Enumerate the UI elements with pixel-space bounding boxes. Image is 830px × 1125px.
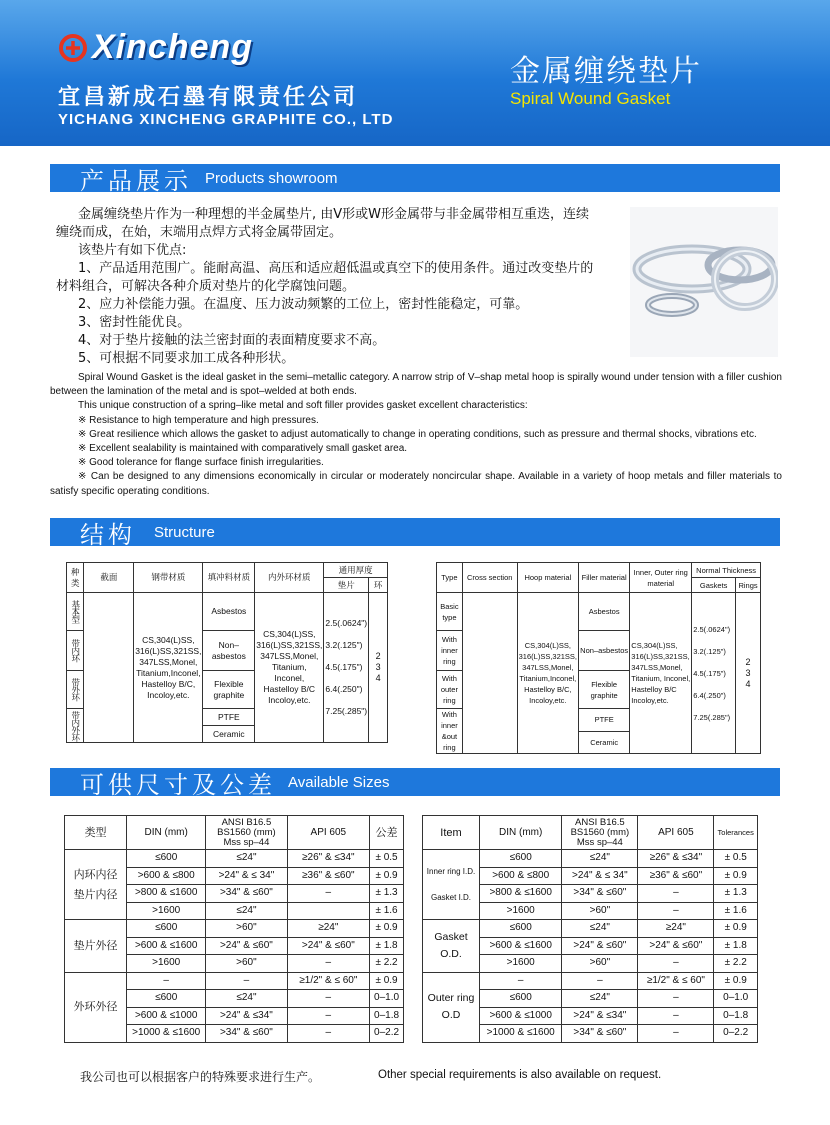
size-cell: ≥24": [287, 920, 369, 938]
footer-note-cn: 我公司也可以根据客户的特殊要求进行生产。: [80, 1070, 321, 1084]
size-cell: –: [287, 1007, 369, 1025]
hoop-line: 316(L)SS,321SS,: [135, 645, 202, 656]
header-cell: Cross section: [462, 563, 517, 593]
ring-line: Titanium, Inconel,: [271, 662, 307, 683]
size-cell: >24" & ≤60": [287, 937, 369, 955]
company-logo-icon: [58, 33, 88, 63]
size-cell: >60": [562, 902, 638, 920]
gasket-photo: [630, 207, 778, 357]
group-label-line: Outer ring: [427, 992, 475, 1004]
intro-cn-line: 5、可根据不同要求加工成各种形状。: [78, 351, 295, 366]
size-cell: ± 0.5: [370, 850, 404, 868]
thickness-value: 7.25(.285"): [693, 712, 731, 722]
header-cell: Normal Thickness: [692, 563, 761, 578]
size-cell: >600 & ≤1000: [127, 1007, 206, 1025]
filler-cell: Flexible graphite: [203, 671, 255, 709]
size-cell: >34" & ≤60": [562, 885, 638, 903]
size-cell: ≤24": [562, 920, 638, 938]
hoop-line: Incoloy,etc.: [147, 689, 190, 700]
type-cell: 带内外环: [67, 709, 84, 743]
size-cell: >24" & ≤ 34": [562, 867, 638, 885]
size-cell: >1600: [127, 955, 206, 973]
size-cell: >24" & ≤34": [562, 1007, 638, 1025]
hoop-material-cell: [134, 593, 203, 743]
size-cell: ≥1/2" & ≤ 60": [638, 972, 714, 990]
size-cell: >24" & ≤60": [638, 937, 714, 955]
section-bar-structure: [50, 518, 780, 549]
header-cell: 通用厚度: [324, 563, 388, 578]
size-cell: >600 & ≤1600: [127, 937, 206, 955]
group-label: 内环内径 垫片内径: [65, 850, 127, 920]
size-cell: >600 & ≤1000: [480, 1007, 562, 1025]
header-cell: Tolerances: [714, 816, 758, 850]
ring-material-cell: [630, 593, 692, 754]
group-label-line: O.D: [441, 1009, 461, 1021]
group-label: 垫片外径: [65, 920, 127, 973]
ring-value: 2: [375, 651, 381, 661]
size-cell: ≤600: [127, 990, 206, 1008]
filler-cell: Ceramic: [203, 726, 255, 743]
section-title-cn: 产品展示: [80, 167, 192, 195]
hoop-line: 347LSS,Monel,: [522, 663, 574, 672]
ring-line: 347LSS,Monel,: [260, 651, 319, 661]
size-cell: >24" & ≤60": [206, 937, 287, 955]
thickness-value: 6.4(.250"): [325, 684, 363, 694]
filler-cell: PTFE: [203, 709, 255, 726]
type-cell: 带内环: [67, 631, 84, 671]
size-cell: ± 2.2: [714, 955, 758, 973]
intro-en-line: ※ Great resilience which allows the gasket to adjust automatically to change in operating conditions, such as pressure and thermal shocks, vibrations etc.: [78, 428, 757, 440]
type-cell: 带外环: [67, 671, 84, 709]
size-cell: –: [638, 1007, 714, 1025]
hoop-line: Titanium,Inconel,: [519, 674, 577, 683]
section-title-en: Products showroom: [205, 170, 338, 187]
type-cell: With outer ring: [437, 671, 463, 709]
size-cell: >600 & ≤1600: [480, 937, 562, 955]
thickness-cell: [692, 593, 736, 754]
size-cell: >24" & ≤34": [206, 1007, 287, 1025]
section-bar-sizes: [50, 768, 780, 799]
thickness-value: 2.5(.0624"): [693, 624, 731, 634]
size-cell: ≤24": [206, 990, 287, 1008]
header-cell: ANSI B16.5 BS1560 (mm) Mss sp–44: [206, 816, 287, 850]
hoop-line: 347LSS,Monel,: [139, 656, 198, 667]
group-label: 外环外径: [65, 972, 127, 1042]
section-title-en: Available Sizes: [288, 774, 390, 791]
size-cell: –: [287, 990, 369, 1008]
size-cell: >1600: [480, 902, 562, 920]
hoop-line: Titanium,Inconel,: [136, 667, 201, 678]
size-cell: >34" & ≤60": [206, 885, 287, 903]
size-cell: >24" & ≤60": [562, 937, 638, 955]
header-cell: Hoop material: [517, 563, 578, 593]
ring-value: 3: [745, 667, 751, 678]
intro-en-line: ※ Good tolerance for flange surface finish irregularities.: [78, 457, 324, 469]
ring-material-cell: [255, 593, 324, 743]
header-cell: 类型: [65, 816, 127, 850]
size-cell: 0–1.8: [714, 1007, 758, 1025]
thickness-value: 2.5(.0624"): [325, 618, 368, 628]
intro-en-line: ※ Excellent sealability is maintained with comparatively small gasket area.: [78, 443, 408, 455]
group-label: [423, 850, 480, 920]
rings-cell: [369, 593, 388, 743]
type-cell: 基本型: [67, 593, 84, 631]
size-cell: ≤24": [562, 990, 638, 1008]
size-cell: –: [638, 990, 714, 1008]
thickness-value: 3.2(.125"): [693, 646, 726, 656]
size-cell: >600 & ≤800: [480, 867, 562, 885]
intro-cn-line: 金属缠绕垫片作为一种理想的半金属垫片, 由V形或W形金属带与非金属带相互重迭，连续缠绕而成，在始，末端用点焊方式将金属带固定。: [56, 207, 590, 240]
filler-cell: Non–asbestos: [203, 631, 255, 671]
size-cell: ± 2.2: [370, 955, 404, 973]
hoop-line: Incoloy,etc.: [529, 696, 567, 705]
size-cell: [287, 902, 369, 920]
header-cell: DIN (mm): [480, 816, 562, 850]
size-cell: 0–1.0: [714, 990, 758, 1008]
intro-cn-line: 该垫片有如下优点:: [78, 243, 187, 258]
size-cell: ≤600: [127, 920, 206, 938]
header-cell: API 605: [638, 816, 714, 850]
group-label-line: Gasket: [434, 930, 468, 943]
header-cell: API 605: [287, 816, 369, 850]
filler-cell: Asbestos: [203, 593, 255, 631]
ring-line: 316(L)SS,321SS,: [256, 640, 323, 650]
size-cell: –: [127, 972, 206, 990]
size-cell: ± 1.6: [370, 902, 404, 920]
ring-value: 3: [375, 662, 381, 672]
thickness-value: 4.5(.175"): [693, 668, 726, 678]
hoop-line: CS,304(L)SS,: [142, 634, 195, 645]
sizes-table-en: [422, 815, 758, 1043]
intro-en: [50, 371, 782, 499]
size-cell: ≥26" & ≤34": [287, 850, 369, 868]
type-cell: With inner ring: [437, 631, 463, 671]
intro-cn-line: 3、密封性能优良。: [78, 315, 191, 330]
intro-en-line: ※ Can be designed to any dimensions economically in circular or moderately noncircular shape. Available in a variety of hoop metals and filler materials to satisfy specific operating conditions.: [50, 471, 782, 497]
filler-cell: Flexible graphite: [579, 671, 630, 709]
size-cell: ≥36" & ≤60": [638, 867, 714, 885]
size-cell: ≤24": [562, 850, 638, 868]
filler-cell: Non–asbestos: [579, 631, 630, 671]
size-cell: ≤600: [480, 850, 562, 868]
size-cell: 0–1.0: [370, 990, 404, 1008]
size-cell: ± 1.6: [714, 902, 758, 920]
size-cell: ≤600: [480, 920, 562, 938]
product-title-en: Spiral Wound Gasket: [510, 89, 671, 108]
size-cell: ± 0.5: [714, 850, 758, 868]
product-title-cn: 金属缠绕垫片: [510, 54, 702, 89]
size-cell: >800 & ≤1600: [127, 885, 206, 903]
size-cell: ± 0.9: [370, 867, 404, 885]
size-cell: >1000 & ≤1600: [480, 1025, 562, 1043]
section-title-cn: 结构: [80, 521, 136, 549]
intro-cn-line: 1、产品适用范围广。能耐高温、高压和适应超低温或真空下的使用条件。通过改变垫片的材料组合，可解决各种介质对垫片的化学腐蚀问题。: [56, 261, 594, 294]
cross-section-cell: [462, 593, 517, 754]
type-cell: With inner &out ring: [437, 709, 463, 754]
size-cell: –: [638, 955, 714, 973]
size-cell: >34" & ≤60": [206, 1025, 287, 1043]
header-cell: Type: [437, 563, 463, 593]
ring-value: 4: [375, 673, 381, 683]
hoop-line: CS,304(L)SS,: [524, 641, 571, 650]
size-cell: ± 0.9: [714, 972, 758, 990]
ring-line: Hastelloy B/C: [263, 684, 316, 694]
thickness-value: 7.25(.285"): [325, 706, 368, 716]
size-cell: –: [562, 972, 638, 990]
section-bar-showroom: [50, 164, 780, 195]
size-cell: ± 0.9: [714, 867, 758, 885]
filler-cell: Ceramic: [579, 731, 630, 754]
header-cell: 种类: [67, 563, 84, 593]
header-cell: 截面: [84, 563, 134, 593]
hoop-line: 316(L)SS,321SS,: [518, 652, 578, 661]
header-cell: Filler material: [579, 563, 630, 593]
type-cell: Basic type: [437, 593, 463, 631]
size-cell: ≥26" & ≤34": [638, 850, 714, 868]
ring-line: CS,304(L)SS,: [263, 629, 316, 639]
size-cell: >24" & ≤ 34": [206, 867, 287, 885]
footer-note-en: Other special requirements is also available on request.: [378, 1069, 662, 1081]
size-cell: –: [206, 972, 287, 990]
size-cell: –: [638, 1025, 714, 1043]
size-cell: >1600: [480, 955, 562, 973]
hoop-line: Hastelloy B/C,: [141, 678, 196, 689]
ring-value: 4: [745, 678, 751, 689]
group-label: [423, 920, 480, 973]
thickness-value: 3.2(.125"): [325, 640, 363, 650]
size-cell: ≤24": [206, 902, 287, 920]
size-cell: ≤600: [127, 850, 206, 868]
size-cell: >800 & ≤1600: [480, 885, 562, 903]
header-cell: Inner, Outer ring material: [630, 563, 692, 593]
rings-cell: [736, 593, 761, 754]
header-cell: 公差: [370, 816, 404, 850]
size-cell: 0–2.2: [714, 1025, 758, 1043]
group-label: [423, 972, 480, 1042]
size-cell: –: [287, 885, 369, 903]
size-cell: ± 0.9: [370, 972, 404, 990]
size-cell: >60": [206, 920, 287, 938]
size-cell: >1000 & ≤1600: [127, 1025, 206, 1043]
header-cell: 内外环材质: [255, 563, 324, 593]
size-cell: ≤600: [480, 990, 562, 1008]
intro-en-line: ※ Resistance to high temperature and high pressures.: [78, 414, 319, 426]
hoop-line: Hastelloy B/C,: [524, 685, 572, 694]
header-cell: 垫片: [324, 578, 369, 593]
header-cell: 钢带材质: [134, 563, 203, 593]
ring-line: 316(L)SS,321SS,: [631, 652, 690, 661]
size-cell: >60": [206, 955, 287, 973]
sizes-table-cn: [64, 815, 404, 1043]
intro-cn: [56, 206, 601, 368]
thickness-cell: [324, 593, 369, 743]
intro-en-line: Spiral Wound Gasket is the ideal gasket in the semi–metallic category. A narrow strip of V–shap metal hoop is spirally wound under tension with a filler cushion between the lamination of the metal and is spot–welded at both ends.: [50, 372, 782, 398]
intro-cn-line: 2、应力补偿能力强。在温度、压力波动频繁的工位上，密封性能稳定，可靠。: [78, 297, 529, 312]
structure-table-en: [436, 562, 761, 754]
intro-en-line: This unique construction of a spring–like metal and soft filler provides gasket excellent characteristics:: [78, 400, 528, 412]
size-cell: 0–1.8: [370, 1007, 404, 1025]
ring-line: 347LSS,Monel,: [631, 663, 683, 672]
thickness-value: 6.4(.250"): [693, 690, 726, 700]
header-cell: Gaskets: [692, 578, 736, 593]
ring-line: Hastelloy B/C: [631, 685, 677, 694]
size-cell: ± 1.3: [370, 885, 404, 903]
header-cell: Item: [423, 816, 480, 850]
size-cell: ≥1/2" & ≤ 60": [287, 972, 369, 990]
cross-section-cell: [84, 593, 134, 743]
section-title-en: Structure: [154, 524, 215, 541]
size-cell: ± 1.8: [714, 937, 758, 955]
ring-value: 2: [745, 656, 751, 667]
size-cell: 0–2.2: [370, 1025, 404, 1043]
thickness-value: 4.5(.175"): [325, 662, 363, 672]
size-cell: ± 1.8: [370, 937, 404, 955]
header-cell: DIN (mm): [127, 816, 206, 850]
ring-line: Titanium, Inconel,: [631, 674, 691, 683]
size-cell: –: [287, 1025, 369, 1043]
header-cell: 环: [369, 578, 388, 593]
brand-name: Xincheng: [92, 28, 254, 66]
size-cell: ≤24": [206, 850, 287, 868]
group-label-line: Gasket I.D.: [431, 892, 472, 902]
size-cell: ≥24": [638, 920, 714, 938]
size-cell: >600 & ≤800: [127, 867, 206, 885]
ring-line: Incoloy,etc.: [631, 696, 669, 705]
size-cell: –: [638, 885, 714, 903]
filler-cell: PTFE: [579, 709, 630, 732]
size-cell: >60": [562, 955, 638, 973]
size-cell: –: [287, 955, 369, 973]
group-label-line: O.D.: [440, 947, 462, 960]
header-cell: Rings: [736, 578, 761, 593]
intro-cn-line: 4、对于垫片接触的法兰密封面的表面精度要求不高。: [78, 333, 386, 348]
company-name-cn: 宜昌新成石墨有限责任公司: [58, 85, 359, 110]
size-cell: –: [480, 972, 562, 990]
size-cell: >34" & ≤60": [562, 1025, 638, 1043]
group-label-line: Inner ring I.D.: [426, 866, 476, 876]
ring-line: CS,304(L)SS,: [631, 641, 678, 650]
page-header: [0, 0, 830, 146]
filler-cell: Asbestos: [579, 593, 630, 631]
size-cell: ± 1.3: [714, 885, 758, 903]
size-cell: ± 0.9: [370, 920, 404, 938]
header-cell: ANSI B16.5 BS1560 (mm) Mss sp–44: [562, 816, 638, 850]
hoop-material-cell: [517, 593, 578, 754]
section-title-cn: 可供尺寸及公差: [80, 771, 276, 799]
header-cell: 填冲料材质: [203, 563, 255, 593]
size-cell: –: [638, 902, 714, 920]
size-cell: ± 0.9: [714, 920, 758, 938]
company-name-en: YICHANG XINCHENG GRAPHITE CO., LTD: [58, 111, 394, 128]
size-cell: ≥36" & ≤60": [287, 867, 369, 885]
ring-line: Incoloy,etc.: [268, 695, 311, 705]
size-cell: >1600: [127, 902, 206, 920]
structure-table-cn: [66, 562, 388, 743]
